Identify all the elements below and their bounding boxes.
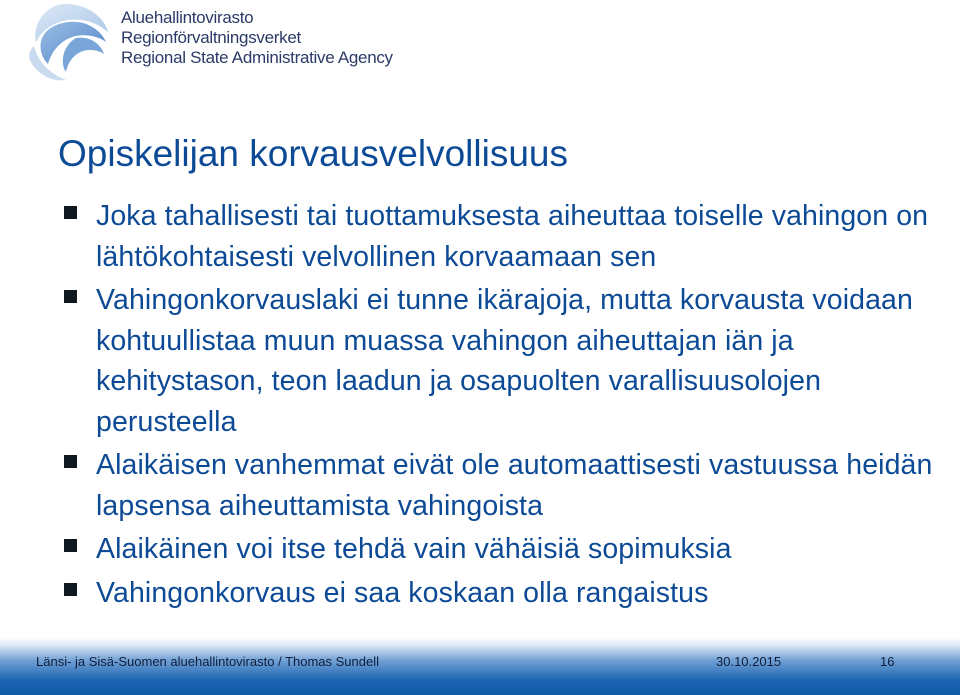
- org-name-finnish: Aluehallintovirasto: [121, 8, 254, 27]
- square-bullet-icon: [64, 206, 77, 219]
- org-name-english: Regional State Administrative Agency: [121, 48, 393, 67]
- slide-title: Opiskelijan korvausvelvollisuus: [58, 133, 568, 174]
- bullet-text: Joka tahallisesti tai tuottamuksesta aiheuttaa toiselle vahingon on lähtökohtaisesti velvollinen korvaamaan sen: [96, 200, 929, 273]
- avi-logo-icon: [26, 2, 110, 84]
- org-name-swedish: Regionförvaltningsverket: [121, 28, 301, 47]
- organization-names: [121, 8, 393, 68]
- square-bullet-icon: [64, 539, 77, 552]
- square-bullet-icon: [64, 290, 77, 303]
- square-bullet-icon: [64, 455, 77, 468]
- page-number: 16: [880, 654, 895, 669]
- bullet-item: [62, 196, 942, 277]
- bullet-text: Alaikäisen vanhemmat eivät ole automaattisesti vastuussa heidän lapsensa aiheuttamista vahingoista: [96, 449, 933, 522]
- bullet-item: [62, 573, 942, 614]
- square-bullet-icon: [64, 583, 77, 596]
- bullet-text: Vahingonkorvauslaki ei tunne ikärajoja, mutta korvausta voidaan kohtuullistaa muun muassa vahingon aiheuttajan iän ja kehitystason, teon laadun ja osapuolten varallisuusolojen perusteella: [96, 284, 913, 438]
- bullet-item: [62, 529, 942, 570]
- footer-date: 30.10.2015: [716, 654, 782, 669]
- bullet-text: Alaikäinen voi itse tehdä vain vähäisiä sopimuksia: [96, 533, 732, 565]
- bullet-text: Vahingonkorvaus ei saa koskaan olla rangaistus: [96, 576, 709, 609]
- bullet-item: [62, 445, 942, 526]
- bullet-item: [62, 280, 942, 442]
- footer-organization: Länsi- ja Sisä-Suomen aluehallintovirasto / Thomas Sundell: [36, 654, 380, 669]
- bullet-list: [62, 196, 942, 616]
